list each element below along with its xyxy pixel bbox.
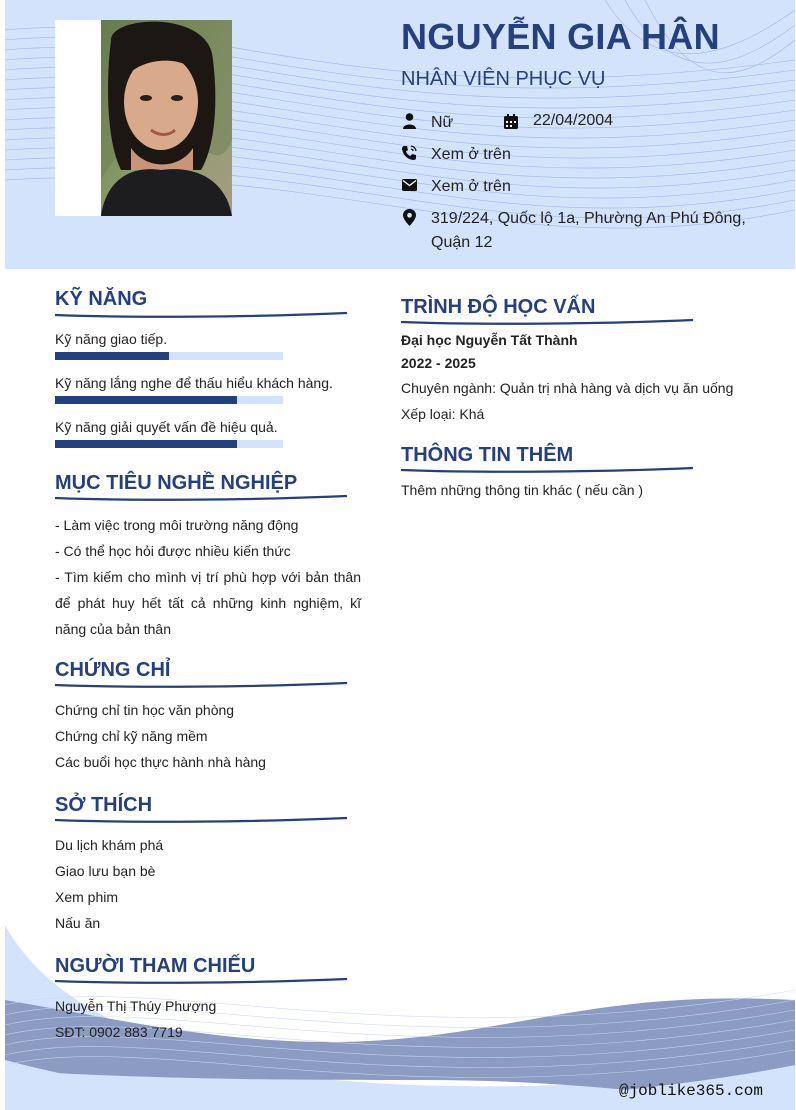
hobby-item: Xem phim bbox=[55, 889, 119, 905]
objective-line: - Làm việc trong môi trường năng động bbox=[55, 517, 299, 533]
user-icon bbox=[401, 111, 417, 131]
phone-value: Xem ở trên bbox=[431, 146, 511, 163]
job-title: NHÂN VIÊN PHỤC VỤ bbox=[401, 68, 606, 90]
email-value: Xem ở trên bbox=[431, 178, 511, 195]
objective-line: - Có thể học hỏi được nhiều kiến thức bbox=[55, 543, 291, 559]
skill-label: Kỹ năng lắng nghe để thấu hiểu khách hàng. bbox=[55, 375, 333, 391]
gender-row bbox=[401, 111, 453, 135]
education-title-underline bbox=[401, 318, 696, 326]
watermark: @joblike365.com bbox=[618, 1082, 763, 1100]
skill-bar bbox=[55, 352, 283, 360]
education-section-title: TRÌNH ĐỘ HỌC VẤN bbox=[401, 296, 596, 318]
birth-date-value: 22/04/2004 bbox=[533, 112, 614, 129]
skill-bar bbox=[55, 440, 283, 448]
candidate-name: NGUYỄN GIA HÂN bbox=[401, 16, 720, 57]
profile-photo bbox=[101, 20, 232, 216]
references-title-underline bbox=[55, 977, 350, 985]
skill-label: Kỹ năng giải quyết vấn đề hiệu quả. bbox=[55, 419, 278, 435]
objective-line: - Tìm kiếm cho mình vị trí phù hợp với bản thân để phát huy hết tất cả những kinh nghiệm, kĩ năng của bản thân bbox=[55, 569, 361, 637]
hobbies-section-title: SỞ THÍCH bbox=[55, 794, 153, 816]
certificate-item: Chứng chỉ tin học văn phòng bbox=[55, 702, 235, 718]
skills-title-underline bbox=[55, 311, 350, 319]
hobby-item: Nấu ăn bbox=[55, 915, 101, 931]
phone-row bbox=[401, 143, 511, 167]
education-grade: Xếp loại: Khá bbox=[401, 406, 485, 422]
references-section-title: NGƯỜI THAM CHIẾU bbox=[55, 955, 256, 977]
skill-bar-fill bbox=[55, 352, 169, 360]
email-row bbox=[401, 175, 511, 199]
gender-value: Nữ bbox=[431, 114, 454, 131]
reference-name: Nguyễn Thị Thúy Phượng bbox=[55, 998, 217, 1014]
education-period: 2022 - 2025 bbox=[401, 355, 476, 371]
skill-bar-fill bbox=[55, 396, 237, 404]
header-background bbox=[5, 0, 795, 269]
resume-page bbox=[5, 0, 795, 1110]
skill-bar-fill bbox=[55, 440, 237, 448]
objective-section-title: MỤC TIÊU NGHỀ NGHIỆP bbox=[55, 472, 298, 494]
skill-bar bbox=[55, 396, 283, 404]
skill-label: Kỹ năng giao tiếp. bbox=[55, 331, 168, 347]
address-row bbox=[401, 207, 746, 255]
objective-title-underline bbox=[55, 494, 350, 502]
phone-icon bbox=[401, 143, 417, 163]
birth-date-row bbox=[503, 111, 613, 131]
location-pin-icon bbox=[401, 207, 417, 227]
extra-info-title-underline bbox=[401, 466, 696, 474]
certificates-section-title: CHỨNG CHỈ bbox=[55, 659, 171, 681]
certificate-item: Các buổi học thực hành nhà hàng bbox=[55, 754, 266, 770]
hobby-item: Du lịch khám phá bbox=[55, 837, 164, 853]
skills-section-title: KỸ NĂNG bbox=[55, 288, 148, 310]
reference-phone: SĐT: 0902 883 7719 bbox=[55, 1024, 183, 1040]
certificate-item: Chứng chỉ kỹ năng mềm bbox=[55, 728, 208, 744]
email-icon bbox=[401, 175, 417, 195]
extra-info-section-title: THÔNG TIN THÊM bbox=[401, 444, 574, 466]
extra-info-text: Thêm những thông tin khác ( nếu cần ) bbox=[401, 482, 644, 498]
education-major: Chuyên ngành: Quản trị nhà hàng và dịch vụ ăn uống bbox=[401, 380, 734, 396]
address-line-1: 319/224, Quốc lộ 1a, Phường An Phú Đông, bbox=[431, 210, 746, 227]
calendar-icon bbox=[503, 111, 519, 131]
hobbies-title-underline bbox=[55, 816, 350, 824]
certificates-title-underline bbox=[55, 681, 350, 689]
objective-text bbox=[55, 512, 361, 642]
address-line-2: Quận 12 bbox=[431, 234, 493, 251]
hobby-item: Giao lưu bạn bè bbox=[55, 863, 156, 879]
profile-photo-frame bbox=[55, 20, 232, 216]
education-school: Đại học Nguyễn Tất Thành bbox=[401, 332, 578, 348]
